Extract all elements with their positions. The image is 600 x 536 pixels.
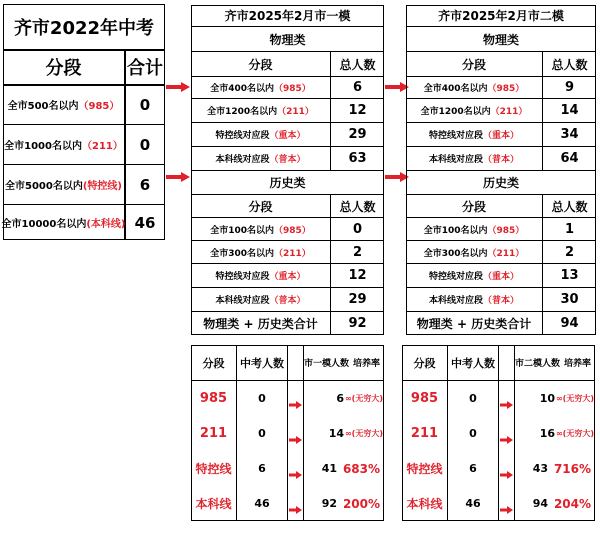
- mock2-physics-row-label: 本科线对应段 （普本）: [428, 155, 520, 165]
- mock1-history-row-value: 0: [352, 221, 363, 237]
- zhongkao-row-value: 0: [139, 95, 151, 114]
- mock2-physics-row-value: 9: [564, 80, 575, 95]
- compare1-row-rate: ∞(无穷大): [345, 429, 383, 438]
- compare2-row-rate: ∞(无穷大): [556, 394, 594, 403]
- compare1-row-segment: 特控线: [195, 462, 232, 476]
- mock1-physics-header-total: 总人数: [339, 57, 376, 72]
- compare1-row-segment: 211: [199, 426, 228, 441]
- compare2-header-segment: 分段: [413, 356, 436, 370]
- mock1-physics-row-value: 29: [348, 127, 367, 142]
- compare2-header-rate: 培养率: [563, 359, 591, 369]
- mock1-history-header-total: 总人数: [339, 199, 376, 214]
- compare2-row-zhongkao: 6: [469, 462, 477, 475]
- mock2-history-row-label: 特控线对应段 （重本）: [428, 272, 520, 282]
- compare1-header-zhongkao: 中考人数: [240, 356, 284, 370]
- mock1-history-row-label: 全市100名以内 （985）: [210, 225, 311, 236]
- mock2-history-header-segment: 分段: [461, 199, 486, 214]
- mock2-physics-header-total: 总人数: [551, 57, 588, 72]
- zhongkao-header-segment: 分段: [45, 58, 82, 79]
- compare1-row-zhongkao: 6: [258, 462, 266, 475]
- compare1-row-mock: 41: [321, 462, 337, 475]
- zhongkao-row-label: 全市500名以内 （985）: [7, 101, 120, 112]
- mock1-history-header-segment: 分段: [248, 199, 273, 214]
- compare1-header-segment: 分段: [202, 356, 225, 370]
- compare2-row-zhongkao: 0: [469, 392, 477, 405]
- compare1-row-mock: 14: [328, 427, 344, 440]
- compare1-row-zhongkao: 0: [258, 392, 266, 405]
- compare1-row-rate: ∞(无穷大): [345, 394, 383, 403]
- mock2-physics-header-segment: 分段: [461, 57, 486, 72]
- red-arrow-icon: [289, 464, 302, 472]
- mock1-physics-row-value: 63: [348, 151, 367, 166]
- mock2-physics-row-label: 特控线对应段 （重本）: [428, 131, 520, 141]
- mock1-history-row-value: 2: [352, 244, 363, 260]
- mock2-history-row-label: 全市300名以内 （211）: [423, 248, 525, 259]
- zhongkao-row-label: 全市1000名以内 （211）: [4, 141, 123, 152]
- mock2-history-row-label: 全市100名以内 （985）: [423, 225, 525, 236]
- mock1-physics-header-segment: 分段: [248, 57, 273, 72]
- compare1-row-zhongkao: 46: [254, 497, 270, 510]
- red-arrow-icon: [500, 429, 513, 437]
- mock2-history-header-total: 总人数: [551, 199, 588, 214]
- compare1-row-rate: 683%: [342, 461, 381, 476]
- compare2-row-rate: 204%: [553, 496, 592, 511]
- mock1-total-label: 物理类 + 历史类合计: [203, 317, 318, 331]
- mock1-title: 齐市2025年2月市一模: [224, 9, 351, 23]
- compare1-header-mock: 市一模人数: [304, 359, 350, 369]
- red-arrow-icon: [500, 499, 513, 507]
- compare1-header-rate: 培养率: [352, 359, 380, 369]
- compare2-row-segment: 211: [410, 426, 439, 441]
- mock2-physics-label: 物理类: [482, 32, 519, 47]
- zhongkao-row-label: 全市5000名以内 (特控线): [5, 181, 122, 192]
- compare2-row-segment: 本科线: [406, 497, 443, 511]
- zhongkao-header-total: 合计: [127, 58, 163, 79]
- mock2-physics-row-value: 14: [560, 103, 579, 118]
- mock2-history-row-value: 13: [560, 268, 579, 283]
- compare2-header-mock: 市二模人数: [515, 359, 561, 369]
- mock2-history-row-value: 1: [564, 221, 575, 237]
- mock1-history-row-value: 29: [348, 292, 367, 307]
- zhongkao-row-value: 46: [134, 213, 156, 232]
- zhongkao-title: 齐市2022年中考: [13, 17, 155, 39]
- mock2-history-row-value: 30: [560, 292, 579, 307]
- mock2-history-row-value: 2: [564, 244, 575, 260]
- compare2-row-mock: 10: [539, 392, 555, 405]
- compare2-row-mock: 43: [532, 462, 548, 475]
- compare2-row-rate: 716%: [553, 461, 592, 476]
- compare2-row-mock: 16: [539, 427, 555, 440]
- compare2-row-segment: 特控线: [406, 462, 443, 476]
- compare2-header-zhongkao: 中考人数: [451, 356, 495, 370]
- compare1-row-segment: 985: [199, 391, 228, 406]
- mock2-physics-row-value: 64: [560, 151, 579, 166]
- compare2-row-segment: 985: [410, 391, 439, 406]
- compare1-row-zhongkao: 0: [258, 427, 266, 440]
- mock1-history-label: 历史类: [269, 176, 306, 190]
- red-arrow-icon: [500, 464, 513, 472]
- red-arrow-icon: [289, 394, 302, 402]
- red-arrow-icon: [166, 172, 190, 182]
- compare2-row-zhongkao: 0: [469, 427, 477, 440]
- mock1-physics-row-label: 全市400名以内 （985）: [210, 84, 311, 94]
- mock2-history-row-label: 本科线对应段 （普本）: [428, 296, 520, 306]
- zhongkao-row-label: 全市10000名以内 (本科线): [1, 219, 126, 230]
- compare1-row-segment: 本科线: [195, 497, 232, 511]
- compare2-row-rate: ∞(无穷大): [556, 429, 594, 438]
- mock1-physics-row-label: 本科线对应段 （普本）: [215, 155, 306, 165]
- mock1-physics-label: 物理类: [269, 32, 306, 47]
- compare1-row-rate: 200%: [342, 496, 381, 511]
- mock2-physics-row-value: 34: [560, 127, 579, 142]
- mock1-history-row-label: 全市300名以内 （211）: [210, 248, 311, 259]
- mock1-total-value: 92: [348, 316, 367, 331]
- red-arrow-icon: [289, 429, 302, 437]
- red-arrow-icon: [500, 394, 513, 402]
- mock2-total-label: 物理类 + 历史类合计: [416, 317, 532, 331]
- mock2-physics-row-label: 全市400名以内 （985）: [423, 84, 525, 94]
- mock2-history-label: 历史类: [482, 176, 519, 190]
- mock1-physics-row-value: 12: [348, 103, 367, 118]
- zhongkao-row-value: 6: [139, 175, 151, 194]
- compare2-row-mock: 94: [532, 497, 548, 510]
- zhongkao-row-value: 0: [139, 135, 151, 154]
- mock1-physics-row-value: 6: [352, 80, 363, 95]
- mock1-physics-row-label: 特控线对应段 （重本）: [215, 131, 306, 141]
- compare1-row-mock: 92: [321, 497, 337, 510]
- mock2-title: 齐市2025年2月市二模: [438, 9, 564, 23]
- compare1-row-mock: 6: [336, 392, 344, 405]
- compare2-row-zhongkao: 46: [465, 497, 481, 510]
- red-arrow-icon: [166, 82, 190, 92]
- mock1-physics-row-label: 全市1200名以内 （211）: [207, 107, 314, 117]
- mock1-history-row-label: 本科线对应段 （普本）: [215, 296, 306, 306]
- red-arrow-icon: [289, 499, 302, 507]
- mock1-history-row-value: 12: [348, 268, 367, 283]
- mock2-physics-row-label: 全市1200名以内 （211）: [420, 107, 528, 117]
- mock1-history-row-label: 特控线对应段 （重本）: [215, 272, 306, 282]
- mock2-total-value: 94: [560, 316, 579, 331]
